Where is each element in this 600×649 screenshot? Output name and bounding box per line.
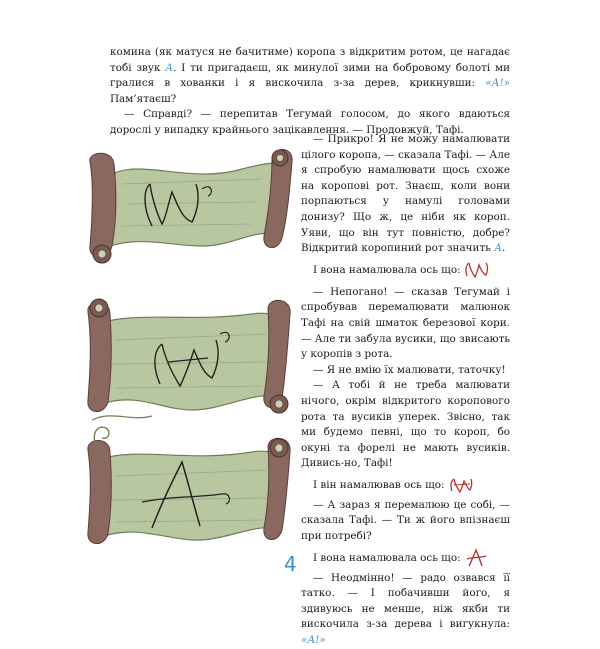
birch-scroll-illustration-3 [82,422,294,562]
top-paragraph-1: комина (як матуся не бачитиме) коропа з відкритим ротом, це нагадає тобі звук А. І ти пригадаєш, як минулої зими на бобровому болоті ми гралися в хованки і я вискочила з-за дерев, крикнувши: «А!» Пам’ятаєш? [110,46,510,105]
birch-scroll-illustration-2 [82,292,294,432]
right-paragraph-3: — Непогано! — сказав Тегумай і спробував перемалювати малюнок Тафі на свій шматок березової кори. — Але ти забула вусики, що звисають у коропів з рота. [301,285,510,361]
right-paragraph-1: — Прикро! Я не можу намалювати цілого коропа, — сказала Тафі. — Але я спробую намалювати щось схоже на коропові рот. Знаєш, коли вони порпаються у намулі головами донизу? Що ж, це ніби як короп. Уяви, що він тут повністю, добре? Відкритий коропиний рот значить А. [301,133,510,255]
letter-a: А [494,242,503,255]
carp-mouth-glyph-icon [464,260,490,280]
right-paragraph-7: — А зараз я перемалюю це собі, — сказала Тафі. — Ти ж його впізнаєш при потребі? [301,498,510,543]
right-paragraph-5: — А тобі й не треба малювати нічого, окрім відкритого коропового рота та вусиків уперек. Звісно, так ми будемо певні, що то короп, бо окуні та форелі не мають вусиків. Дивись-но, Тафі! [301,379,510,470]
right-paragraph-8: І вона намалювала ось що: [301,548,510,568]
birch-scroll-illustration-1 [82,134,294,274]
letter-a: А [165,61,174,74]
shout-a: «А!» [485,77,510,90]
letter-a-glyph-icon [464,548,490,568]
shout-a: «А!» [301,634,326,647]
right-paragraph-4: — Я не вмію їх малювати, таточку! [313,363,506,376]
right-text-column [301,132,510,649]
top-text-block [110,45,510,139]
page-number: 4 [284,552,297,576]
carp-mouth-whiskers-glyph-icon [448,475,474,495]
top-paragraph-2: — Справді? — перепитав Тегумай голосом, до якого вдаються дорослі у випадку крайнього зацікавлення. — Продовжуй, Тафі. [110,108,510,136]
right-paragraph-6: І він намалював ось що: [301,475,510,495]
right-paragraph-2: І вона намалювала ось що: [301,260,510,280]
right-paragraph-9: — Неодмінно! — радо озвався її татко. — І побачивши його, я здивуюсь не менше, ніж якби ти вискочила з-за дерева і вигукнула: «А!» [301,571,510,647]
